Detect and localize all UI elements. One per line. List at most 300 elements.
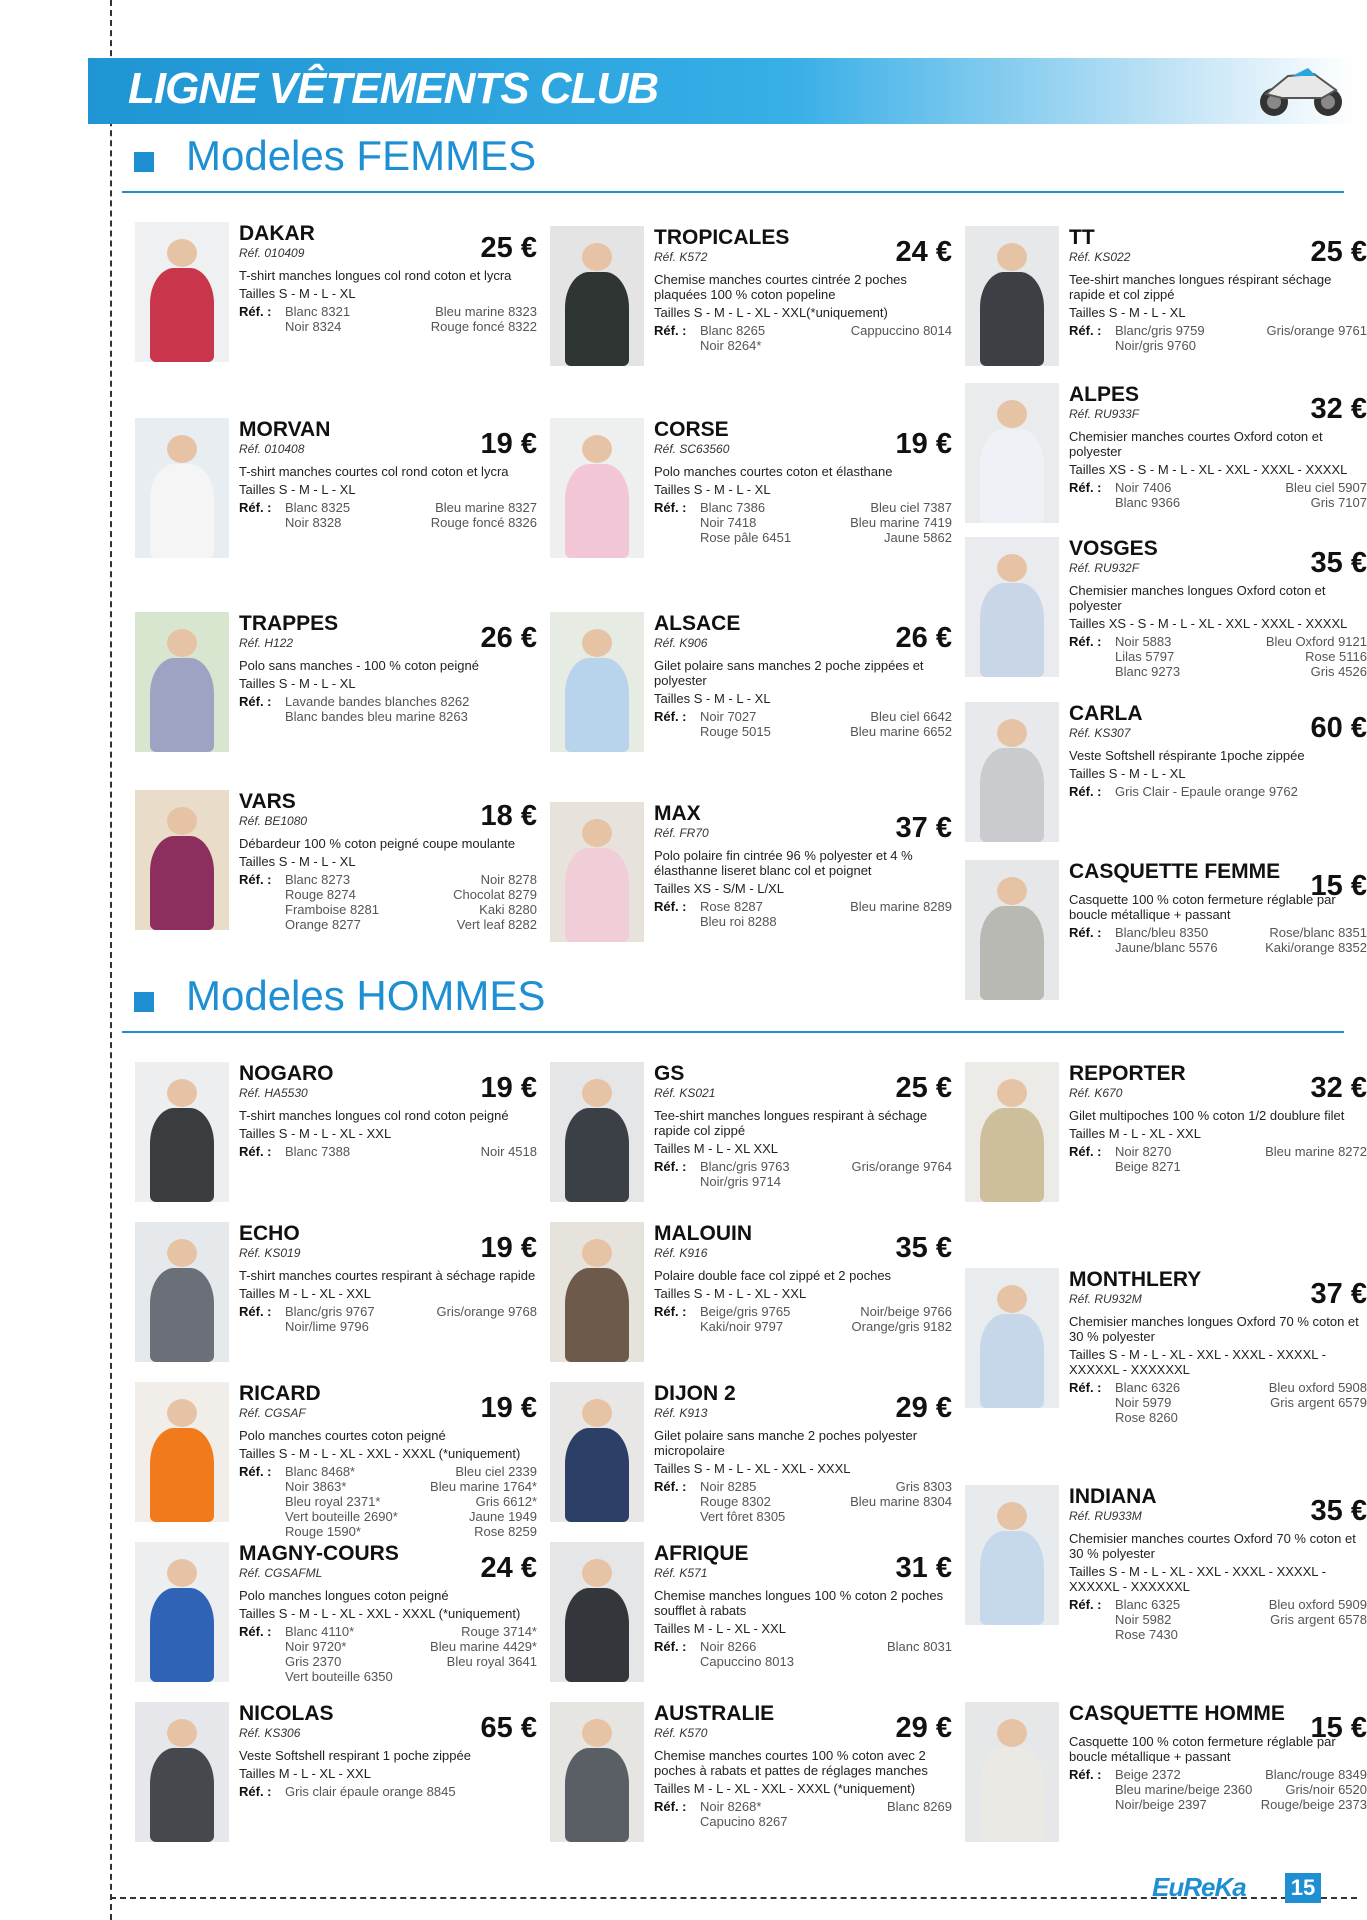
product-photo	[965, 1268, 1059, 1408]
color-option: Lavande bandes blanches 8262	[285, 694, 470, 709]
product-price: 19 €	[480, 1232, 537, 1264]
model-head	[167, 807, 197, 835]
product-malouin	[550, 1222, 952, 1382]
color-option: Bleu ciel 5907	[1285, 480, 1367, 495]
model-head	[582, 629, 612, 657]
color-option: Rouge 1590*	[285, 1524, 361, 1539]
color-option: Blanc 7386	[700, 500, 766, 515]
colors-ref-label: Réf. :	[1069, 925, 1102, 940]
product-price: 32 €	[1310, 1072, 1367, 1104]
color-option: Blanc 8325	[285, 500, 351, 515]
product-photo	[550, 1062, 644, 1202]
color-option: Gris/orange 9768	[436, 1304, 537, 1319]
color-option: Bleu marine 8272	[1265, 1144, 1367, 1159]
color-option	[411, 1319, 537, 1334]
product-ref: Réf. CGSAFML	[239, 1566, 323, 1580]
product-ref: Réf. KS022	[1069, 250, 1131, 264]
product-sizes: Tailles S - M - L - XL - XXL(*uniquement)	[654, 305, 888, 320]
product-photo	[965, 860, 1059, 1000]
colors-ref-label: Réf. :	[239, 694, 272, 709]
product-sizes: Tailles S - M - L - XL - XXL - XXXL (*uniquement)	[239, 1446, 521, 1461]
color-option: Blanc 7388	[285, 1144, 351, 1159]
product-colors	[239, 1784, 537, 1799]
product-trappes	[135, 612, 537, 772]
color-option: Noir/lime 9796	[285, 1319, 369, 1334]
color-option: Blanc 8273	[285, 872, 351, 887]
product-photo	[965, 1062, 1059, 1202]
product-vars	[135, 790, 537, 950]
colors-ref-label: Réf. :	[239, 500, 272, 515]
color-list	[1115, 1767, 1367, 1812]
product-info	[239, 612, 537, 724]
product-info	[239, 418, 537, 530]
product-colors	[654, 1479, 952, 1524]
model-head	[997, 554, 1027, 582]
colors-ref-label: Réf. :	[654, 1159, 687, 1174]
product-sizes: Tailles S - M - L - XL	[239, 482, 356, 497]
color-option: Framboise 8281	[285, 902, 379, 917]
color-option: Bleu marine/beige 2360	[1115, 1782, 1253, 1797]
product-price: 25 €	[480, 232, 537, 264]
garment-shape	[565, 1588, 629, 1682]
product-colors	[239, 872, 537, 932]
color-option: Blanc 6326	[1115, 1380, 1181, 1395]
color-option: Blanc bandes bleu marine 8263	[285, 709, 468, 724]
product-name: MONTHLERY	[1069, 1268, 1202, 1291]
product-price: 19 €	[480, 428, 537, 460]
model-head	[582, 1719, 612, 1747]
product-sizes: Tailles S - M - L - XL - XXL - XXXL - XXXXL - XXXXXL - XXXXXXL	[1069, 1347, 1326, 1377]
color-option: Gris argent 6578	[1270, 1612, 1367, 1627]
product-info	[1069, 537, 1367, 679]
product-photo	[135, 790, 229, 930]
product-name: REPORTER	[1069, 1062, 1186, 1085]
color-option: Noir 7027	[700, 709, 757, 724]
product-name: ALPES	[1069, 383, 1140, 406]
product-tropicales	[550, 226, 952, 386]
product-info	[1069, 1485, 1367, 1642]
product-ricard	[135, 1382, 537, 1542]
product-sizes: Tailles S - M - L - XL	[239, 676, 356, 691]
product-name: VARS	[239, 790, 296, 813]
product-price: 65 €	[480, 1712, 537, 1744]
garment-shape	[980, 1314, 1044, 1408]
product-info	[654, 612, 952, 739]
color-option: Rouge foncé 8326	[430, 515, 537, 530]
color-option: Noir 5979	[1115, 1395, 1172, 1410]
section-square-icon	[134, 992, 154, 1012]
product-price: 19 €	[480, 1392, 537, 1424]
product-alpes	[965, 383, 1367, 543]
color-option: Vert bouteille 6350	[285, 1669, 393, 1684]
product-name: DIJON 2	[654, 1382, 736, 1405]
product-price: 15 €	[1310, 870, 1367, 902]
product-photo	[135, 612, 229, 752]
color-option: Bleu oxford 5908	[1268, 1380, 1367, 1395]
product-price: 29 €	[895, 1392, 952, 1424]
color-option: Jaune/blanc 5576	[1115, 940, 1218, 955]
color-option	[826, 914, 952, 929]
color-option: Blanc 9273	[1115, 664, 1181, 679]
color-option	[411, 1669, 537, 1684]
product-indiana	[965, 1485, 1367, 1645]
garment-shape	[980, 429, 1044, 523]
product-ref: Réf. CGSAF	[239, 1406, 306, 1420]
product-colors	[239, 694, 537, 724]
color-option: Jaune 5862	[884, 530, 952, 545]
section-hommes	[130, 968, 730, 1028]
color-option	[1241, 1627, 1367, 1642]
section-title-hommes: Modeles HOMMES	[186, 972, 546, 1019]
model-head	[167, 1399, 197, 1427]
product-name: MORVAN	[239, 418, 331, 441]
product-photo	[135, 418, 229, 558]
colors-ref-label: Réf. :	[239, 304, 272, 319]
product-info	[654, 1222, 952, 1334]
color-option: Blanc/gris 9759	[1115, 323, 1205, 338]
color-list	[1115, 323, 1367, 353]
product-sizes: Tailles S - M - L - XL - XXL - XXXL	[654, 1461, 851, 1476]
product-colors	[1069, 323, 1367, 353]
product-photo	[135, 1382, 229, 1522]
color-option: Noir/beige 9766	[860, 1304, 952, 1319]
model-head	[997, 243, 1027, 271]
product-colors	[239, 1624, 537, 1684]
product-name: VOSGES	[1069, 537, 1158, 560]
color-option: Noir 8278	[480, 872, 537, 887]
model-head	[167, 1079, 197, 1107]
product-info	[654, 226, 952, 353]
color-option: Blanc 8269	[886, 1799, 952, 1814]
product-sizes: Tailles S - M - L - XL	[239, 854, 356, 869]
colors-ref-label: Réf. :	[239, 1464, 272, 1479]
color-option: Capuccino 8013	[700, 1654, 794, 1669]
color-option: Noir 5883	[1115, 634, 1172, 649]
product-sizes: Tailles M - L - XL - XXL	[239, 1286, 371, 1301]
color-option: Gris clair épaule orange 8845	[285, 1784, 456, 1799]
product-colors	[654, 899, 952, 929]
product-ref: Réf. 010408	[239, 442, 305, 456]
product-photo	[135, 1062, 229, 1202]
color-option: Capucino 8267	[700, 1814, 788, 1829]
product-price: 26 €	[895, 622, 952, 654]
product-description: T-shirt manches longues col rond coton et lycra	[239, 268, 512, 283]
product-sizes: Tailles S - M - L - XL	[654, 482, 771, 497]
colors-ref-label: Réf. :	[1069, 1144, 1102, 1159]
color-list	[700, 899, 952, 929]
color-option: Blanc/gris 9763	[700, 1159, 790, 1174]
color-list	[1115, 1380, 1367, 1425]
product-sizes: Tailles S - M - L - XL	[239, 286, 356, 301]
product-name: ECHO	[239, 1222, 300, 1245]
color-list	[700, 1639, 952, 1669]
garment-shape	[980, 906, 1044, 1000]
product-ref: Réf. K913	[654, 1406, 708, 1420]
color-option: Noir 8270	[1115, 1144, 1172, 1159]
product-description: Chemisier manches courtes Oxford 70 % coton et 30 % polyester	[1069, 1531, 1356, 1561]
product-ref: Réf. K571	[654, 1566, 708, 1580]
product-photo	[965, 537, 1059, 677]
model-head	[167, 435, 197, 463]
product-price: 25 €	[895, 1072, 952, 1104]
color-option: Gris argent 6579	[1270, 1395, 1367, 1410]
color-option	[1298, 784, 1367, 799]
color-list	[700, 1304, 952, 1334]
product-colors	[1069, 480, 1367, 510]
product-description: Tee-shirt manches longues réspirant séchage rapide et col zippé	[1069, 272, 1332, 302]
product-photo	[965, 1485, 1059, 1625]
product-name: TRAPPES	[239, 612, 339, 635]
color-list	[285, 500, 537, 530]
color-option: Bleu marine 8304	[850, 1494, 952, 1509]
color-option: Rouge 8274	[285, 887, 356, 902]
product-photo	[550, 802, 644, 942]
color-option: Bleu roi 8288	[700, 914, 777, 929]
section-rule-femmes	[122, 191, 1344, 193]
product-echo	[135, 1222, 537, 1382]
product-ref: Réf. SC63560	[654, 442, 730, 456]
page-title: LIGNE VÊTEMENTS CLUB	[128, 64, 659, 113]
garment-shape	[565, 1108, 629, 1202]
color-option: Rouge 3714*	[461, 1624, 537, 1639]
color-option: Gris/orange 9764	[851, 1159, 952, 1174]
product-price: 26 €	[480, 622, 537, 654]
color-option: Noir 8285	[700, 1479, 757, 1494]
color-option: Rose pâle 6451	[700, 530, 792, 545]
colors-ref-label: Réf. :	[239, 1784, 272, 1799]
color-option	[826, 1509, 952, 1524]
color-option: Orange 8277	[285, 917, 361, 932]
color-option	[469, 694, 537, 709]
color-option: Bleu royal 2371*	[285, 1494, 381, 1509]
color-option: Gris 6612*	[475, 1494, 537, 1509]
motorcycle-icon	[1252, 62, 1350, 120]
product-ref: Réf. KS019	[239, 1246, 301, 1260]
product-sizes: Tailles S - M - L - XL	[1069, 305, 1186, 320]
product-photo	[550, 1702, 644, 1842]
product-sizes: Tailles XS - S - M - L - XL - XXL - XXXL - XXXXL	[1069, 616, 1348, 631]
product-ref: Réf. K570	[654, 1726, 708, 1740]
product-ref: Réf. RU933M	[1069, 1509, 1142, 1523]
product-photo	[965, 702, 1059, 842]
color-option: Bleu marine 1764*	[430, 1479, 537, 1494]
color-list	[1115, 1597, 1367, 1642]
product-photo	[550, 612, 644, 752]
color-list	[285, 1304, 537, 1334]
color-option	[1241, 338, 1367, 353]
product-ref: Réf. K916	[654, 1246, 708, 1260]
product-price: 32 €	[1310, 393, 1367, 425]
color-option: Beige 2372	[1115, 1767, 1181, 1782]
product-ref: Réf. KS307	[1069, 726, 1131, 740]
product-name: TROPICALES	[654, 226, 790, 249]
color-option: Gris/orange 9761	[1266, 323, 1367, 338]
color-option: Rouge foncé 8322	[430, 319, 537, 334]
color-list	[285, 1784, 537, 1799]
product-ref: Réf. K670	[1069, 1086, 1123, 1100]
color-option: Noir 8328	[285, 515, 342, 530]
product-description: Casquette 100 % coton fermeture réglable par boucle métallique + passant	[1069, 1734, 1336, 1764]
product-vosges	[965, 537, 1367, 697]
colors-ref-label: Réf. :	[654, 899, 687, 914]
garment-shape	[980, 1531, 1044, 1625]
model-head	[167, 1559, 197, 1587]
product-photo	[965, 1702, 1059, 1842]
color-list	[285, 304, 537, 334]
colors-ref-label: Réf. :	[654, 709, 687, 724]
section-rule-hommes	[122, 1031, 1344, 1033]
product-price: 37 €	[1310, 1278, 1367, 1310]
model-head	[997, 1719, 1027, 1747]
garment-shape	[980, 1748, 1044, 1842]
color-option: Bleu marine 7419	[850, 515, 952, 530]
product-sizes: Tailles M - L - XL XXL	[654, 1141, 779, 1156]
product-ref: Réf. K572	[654, 250, 708, 264]
product-name: TT	[1069, 226, 1095, 249]
color-list	[1115, 784, 1367, 799]
garment-shape	[150, 268, 214, 362]
product-price: 19 €	[895, 428, 952, 460]
color-list	[700, 1479, 952, 1524]
product-photo	[135, 1542, 229, 1682]
product-max	[550, 802, 952, 962]
product-sizes: Tailles M - L - XL - XXL	[654, 1621, 786, 1636]
garment-shape	[980, 272, 1044, 366]
product-colors	[654, 709, 952, 739]
garment-shape	[565, 1268, 629, 1362]
garment-shape	[150, 1108, 214, 1202]
product-info	[239, 222, 537, 334]
product-carla	[965, 702, 1367, 862]
color-option: Noir/beige 2397	[1115, 1797, 1207, 1812]
color-option	[826, 338, 952, 353]
color-option	[469, 709, 537, 724]
product-colors	[1069, 1144, 1367, 1174]
product-sizes: Tailles S - M - L - XL - XXL - XXXL - XXXXL - XXXXXL - XXXXXXL	[1069, 1564, 1326, 1594]
color-option: Bleu ciel 7387	[870, 500, 952, 515]
product-name: MALOUIN	[654, 1222, 752, 1245]
color-option: Lilas 5797	[1115, 649, 1175, 664]
product-description: Gilet polaire sans manche 2 poches polyester micropolaire	[654, 1428, 918, 1458]
color-list	[1115, 925, 1367, 955]
product-description: Veste Softshell réspirante 1poche zippée	[1069, 748, 1305, 763]
product-name: CASQUETTE FEMME	[1069, 860, 1281, 883]
product-description: Polo manches courtes coton et élasthane	[654, 464, 893, 479]
product-photo	[550, 1382, 644, 1522]
garment-shape	[565, 464, 629, 558]
product-sizes: Tailles M - L - XL - XXL - XXXL (*uniquement)	[654, 1781, 916, 1796]
product-description: Gilet polaire sans manches 2 poche zippées et polyester	[654, 658, 924, 688]
product-photo	[135, 222, 229, 362]
color-option: Rose/blanc 8351	[1269, 925, 1367, 940]
product-description: Débardeur 100 % coton peigné coupe moulante	[239, 836, 516, 851]
color-option: Blanc 6325	[1115, 1597, 1181, 1612]
garment-shape	[980, 1108, 1044, 1202]
color-list	[285, 872, 537, 932]
product-description: Chemisier manches longues Oxford 70 % coton et 30 % polyester	[1069, 1314, 1359, 1344]
color-option: Noir 9720*	[285, 1639, 347, 1654]
colors-ref-label: Réf. :	[1069, 480, 1102, 495]
product-description: Polaire double face col zippé et 2 poches	[654, 1268, 892, 1283]
product-corse	[550, 418, 952, 578]
product-colors	[1069, 784, 1367, 799]
color-list	[285, 1464, 537, 1539]
product-price: 18 €	[480, 800, 537, 832]
color-list	[285, 1624, 537, 1684]
product-info	[1069, 1702, 1367, 1812]
color-option: Gris 8303	[895, 1479, 952, 1494]
product-info	[239, 1542, 537, 1684]
color-option: Noir/gris 9760	[1115, 338, 1196, 353]
color-option: Blanc 8321	[285, 304, 351, 319]
section-femmes	[130, 128, 730, 188]
product-info	[239, 790, 537, 932]
colors-ref-label: Réf. :	[654, 323, 687, 338]
color-option: Bleu marine 8327	[435, 500, 537, 515]
product-info	[654, 1382, 952, 1524]
color-option	[826, 1174, 952, 1189]
product-price: 31 €	[895, 1552, 952, 1584]
product-ref: Réf. 010409	[239, 246, 305, 260]
colors-ref-label: Réf. :	[239, 1144, 272, 1159]
product-info	[1069, 860, 1367, 955]
color-option: Noir 5982	[1115, 1612, 1172, 1627]
color-option	[826, 1814, 952, 1829]
color-list	[1115, 1144, 1367, 1174]
product-colors	[1069, 925, 1367, 955]
colors-ref-label: Réf. :	[239, 1624, 272, 1639]
product-casquette-homme	[965, 1702, 1367, 1862]
color-option: Kaki/orange 8352	[1265, 940, 1367, 955]
color-option	[456, 1784, 537, 1799]
fold-guide-vertical	[110, 0, 112, 1920]
section-title-femmes: Modeles FEMMES	[186, 132, 537, 179]
colors-ref-label: Réf. :	[1069, 1380, 1102, 1395]
color-option: Vert bouteille 2690*	[285, 1509, 398, 1524]
color-list	[700, 1159, 952, 1189]
color-option: Jaune 1949	[469, 1509, 537, 1524]
product-description: Chemisier manches courtes Oxford coton et polyester	[1069, 429, 1323, 459]
product-name: INDIANA	[1069, 1485, 1157, 1508]
product-sizes: Tailles S - M - L - XL	[1069, 766, 1186, 781]
color-option: Blanc/bleu 8350	[1115, 925, 1209, 940]
model-head	[997, 1079, 1027, 1107]
color-option: Bleu marine 4429*	[430, 1639, 537, 1654]
color-option: Bleu oxford 5909	[1268, 1597, 1367, 1612]
product-name: ALSACE	[654, 612, 741, 635]
color-list	[1115, 480, 1367, 510]
product-colors	[239, 1304, 537, 1334]
colors-ref-label: Réf. :	[239, 872, 272, 887]
product-photo	[965, 226, 1059, 366]
product-name: RICARD	[239, 1382, 321, 1405]
colors-ref-label: Réf. :	[654, 1479, 687, 1494]
garment-shape	[565, 658, 629, 752]
product-dijon-2	[550, 1382, 952, 1542]
color-option: Noir 3863*	[285, 1479, 347, 1494]
product-ref: Réf. K906	[654, 636, 708, 650]
garment-shape	[150, 464, 214, 558]
color-option: Kaki/noir 9797	[700, 1319, 784, 1334]
garment-shape	[565, 1428, 629, 1522]
color-option: Gris 7107	[1310, 495, 1367, 510]
color-option: Rose 8287	[700, 899, 763, 914]
product-morvan	[135, 418, 537, 578]
product-info	[1069, 702, 1367, 799]
color-option: Blanc 4110*	[285, 1624, 355, 1639]
product-name: MAX	[654, 802, 701, 825]
color-option: Bleu Oxford 9121	[1265, 634, 1367, 649]
